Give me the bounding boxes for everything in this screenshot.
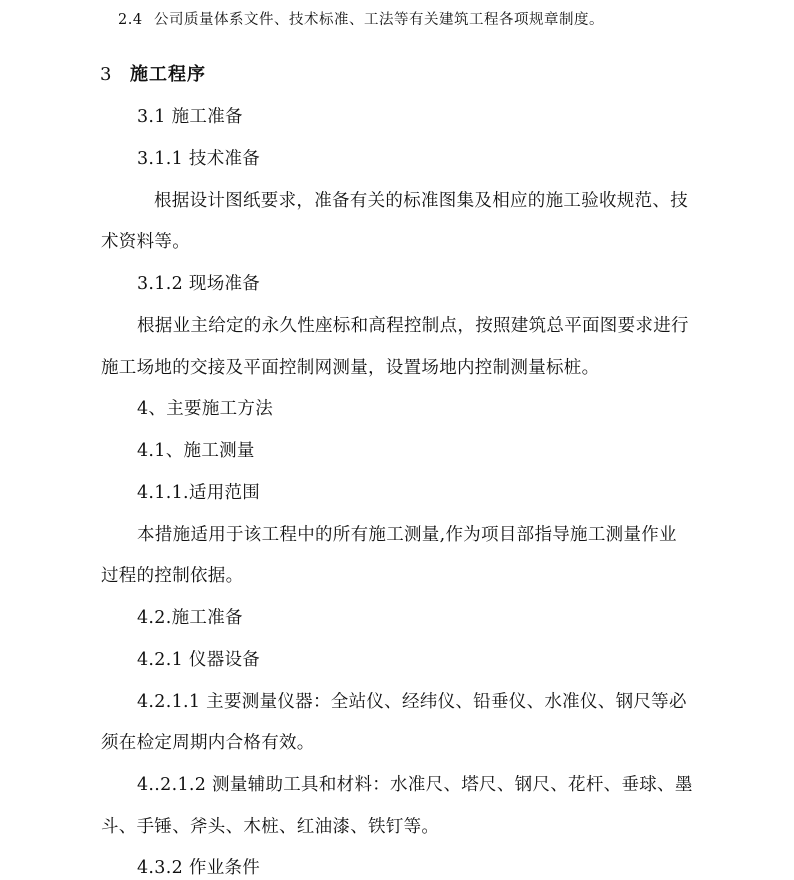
heading-4-3-2: 4.3.2 作业条件 <box>137 858 261 878</box>
paragraph-4-2-1-1-line-1: 4.2.1.1 主要测量仪器：全站仪、经纬仪、铅垂仪、水准仪、钢尺等必 <box>137 692 687 712</box>
heading-3-number: 3 <box>100 64 113 85</box>
paragraph-3-1-1-line-2: 术资料等。 <box>101 232 190 252</box>
heading-4-1-1: 4.1.1.适用范围 <box>137 483 261 503</box>
heading-3-1: 3.1 施工准备 <box>137 107 243 127</box>
heading-4-2: 4.2.施工准备 <box>137 608 243 628</box>
heading-3 <box>100 63 206 87</box>
heading-3-1-1: 3.1.1 技术准备 <box>137 149 261 169</box>
heading-3-1-2: 3.1.2 现场准备 <box>137 274 261 294</box>
paragraph-4-1-1-line-1: 本措施适用于该工程中的所有施工测量,作为项目部指导施工测量作业 <box>137 525 677 545</box>
paragraph-3-1-2-line-2: 施工场地的交接及平面控制网测量，设置场地内控制测量标桩。 <box>101 358 600 378</box>
heading-4-2-1: 4.2.1 仪器设备 <box>137 650 261 670</box>
clause-2-4-text: 公司质量体系文件、技术标准、工法等有关建筑工程各项规章制度。 <box>154 12 604 28</box>
clause-2-4-number: 2.4 <box>118 12 143 28</box>
paragraph-4-2-1-2-line-1: 4..2.1.2 测量辅助工具和材料：水准尺、塔尺、钢尺、花杆、垂球、墨 <box>137 775 693 795</box>
paragraph-3-1-2-line-1: 根据业主给定的永久性座标和高程控制点，按照建筑总平面图要求进行 <box>137 316 689 336</box>
heading-4: 4、主要施工方法 <box>137 399 274 419</box>
clause-2-4 <box>118 8 604 32</box>
heading-4-1: 4.1、施工测量 <box>137 441 255 461</box>
heading-3-title: 施工程序 <box>130 64 206 85</box>
paragraph-4-2-1-1-line-2: 须在检定周期内合格有效。 <box>101 733 315 753</box>
paragraph-3-1-1-line-1: 根据设计图纸要求，准备有关的标准图集及相应的施工验收规范、技 <box>154 191 688 211</box>
paragraph-4-1-1-line-2: 过程的控制依据。 <box>101 566 244 586</box>
paragraph-4-2-1-2-line-2: 斗、手锤、斧头、木桩、红油漆、铁钉等。 <box>101 817 440 837</box>
